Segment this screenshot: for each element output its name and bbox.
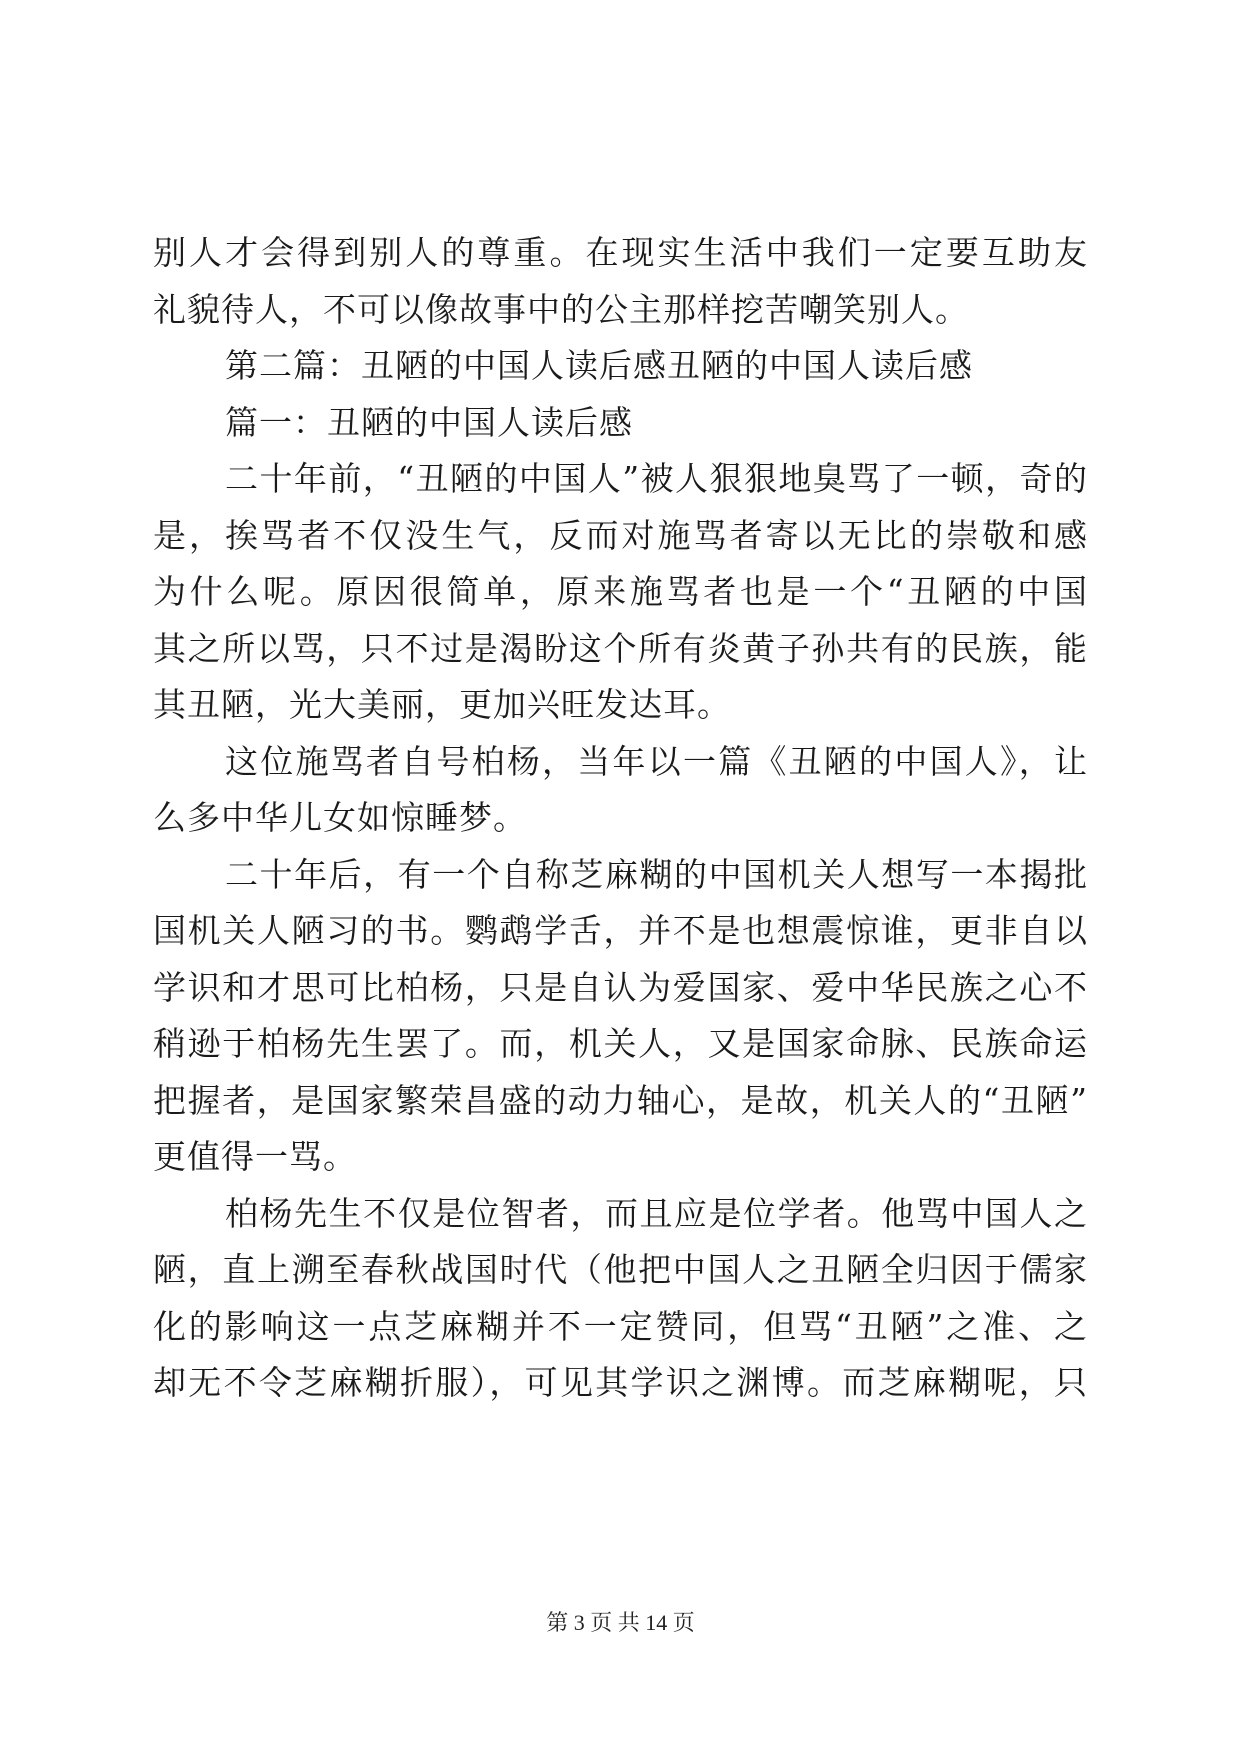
text-line: 二十年后，有一个自称芝麻糊的中国机关人想写一本揭批 — [225, 854, 1088, 894]
text-line: 么多中华儿女如惊睡梦。 — [153, 798, 527, 837]
body-text — [153, 225, 1088, 1412]
text-line: 二十年前，“丑陋的中国人”被人狠狠地臭骂了一顿，奇的 — [225, 459, 1088, 498]
text-line: 柏杨先生不仅是位智者，而且应是位学者。他骂中国人之 — [225, 1193, 1088, 1233]
text-line: 别人才会得到别人的尊重。在现实生活中我们一定要互助友 — [153, 233, 1088, 272]
text-line: 却无不令芝麻糊折服），可见其学识之渊博。而芝麻糊呢，只 — [153, 1363, 1088, 1402]
text-line: 其之所以骂，只不过是渴盼这个所有炎黄子孙共有的民族，能 — [153, 628, 1088, 668]
text-line: 其丑陋，光大美丽，更加兴旺发达耳。 — [153, 685, 731, 724]
text-line: 稍逊于柏杨先生罢了。而，机关人，又是国家命脉、民族命运 — [153, 1024, 1088, 1063]
text-line: 礼貌待人，不可以像故事中的公主那样挖苦嘲笑别人。 — [153, 289, 969, 329]
text-line: 把握者，是国家繁荣昌盛的动力轴心，是故，机关人的“丑陋” — [153, 1080, 1088, 1120]
text-line: 陋，直上溯至春秋战国时代（他把中国人之丑陋全归因于儒家 — [153, 1250, 1088, 1289]
text-line: 篇一：丑陋的中国人读后感 — [225, 402, 633, 442]
text-line: 学识和才思可比柏杨，只是自认为爱国家、爱中华民族之心不 — [153, 967, 1088, 1007]
text-line: 为什么呢。原因很简单，原来施骂者也是一个“丑陋的中国 — [153, 572, 1088, 611]
text-line: 更值得一骂。 — [153, 1137, 357, 1176]
page-footer: 第 3 页 共 14 页 — [546, 1610, 695, 1635]
text-line: 第二篇：丑陋的中国人读后感丑陋的中国人读后感 — [225, 346, 973, 385]
text-line: 国机关人陋习的书。鹦鹉学舌，并不是也想震惊谁，更非自以 — [153, 911, 1088, 950]
text-line: 是，挨骂者不仅没生气，反而对施骂者寄以无比的崇敬和感 — [153, 515, 1088, 555]
text-line: 这位施骂者自号柏杨，当年以一篇《丑陋的中国人》，让 — [225, 741, 1088, 781]
text-line: 化的影响这一点芝麻糊并不一定赞同，但骂“丑陋”之准、之 — [153, 1306, 1088, 1346]
